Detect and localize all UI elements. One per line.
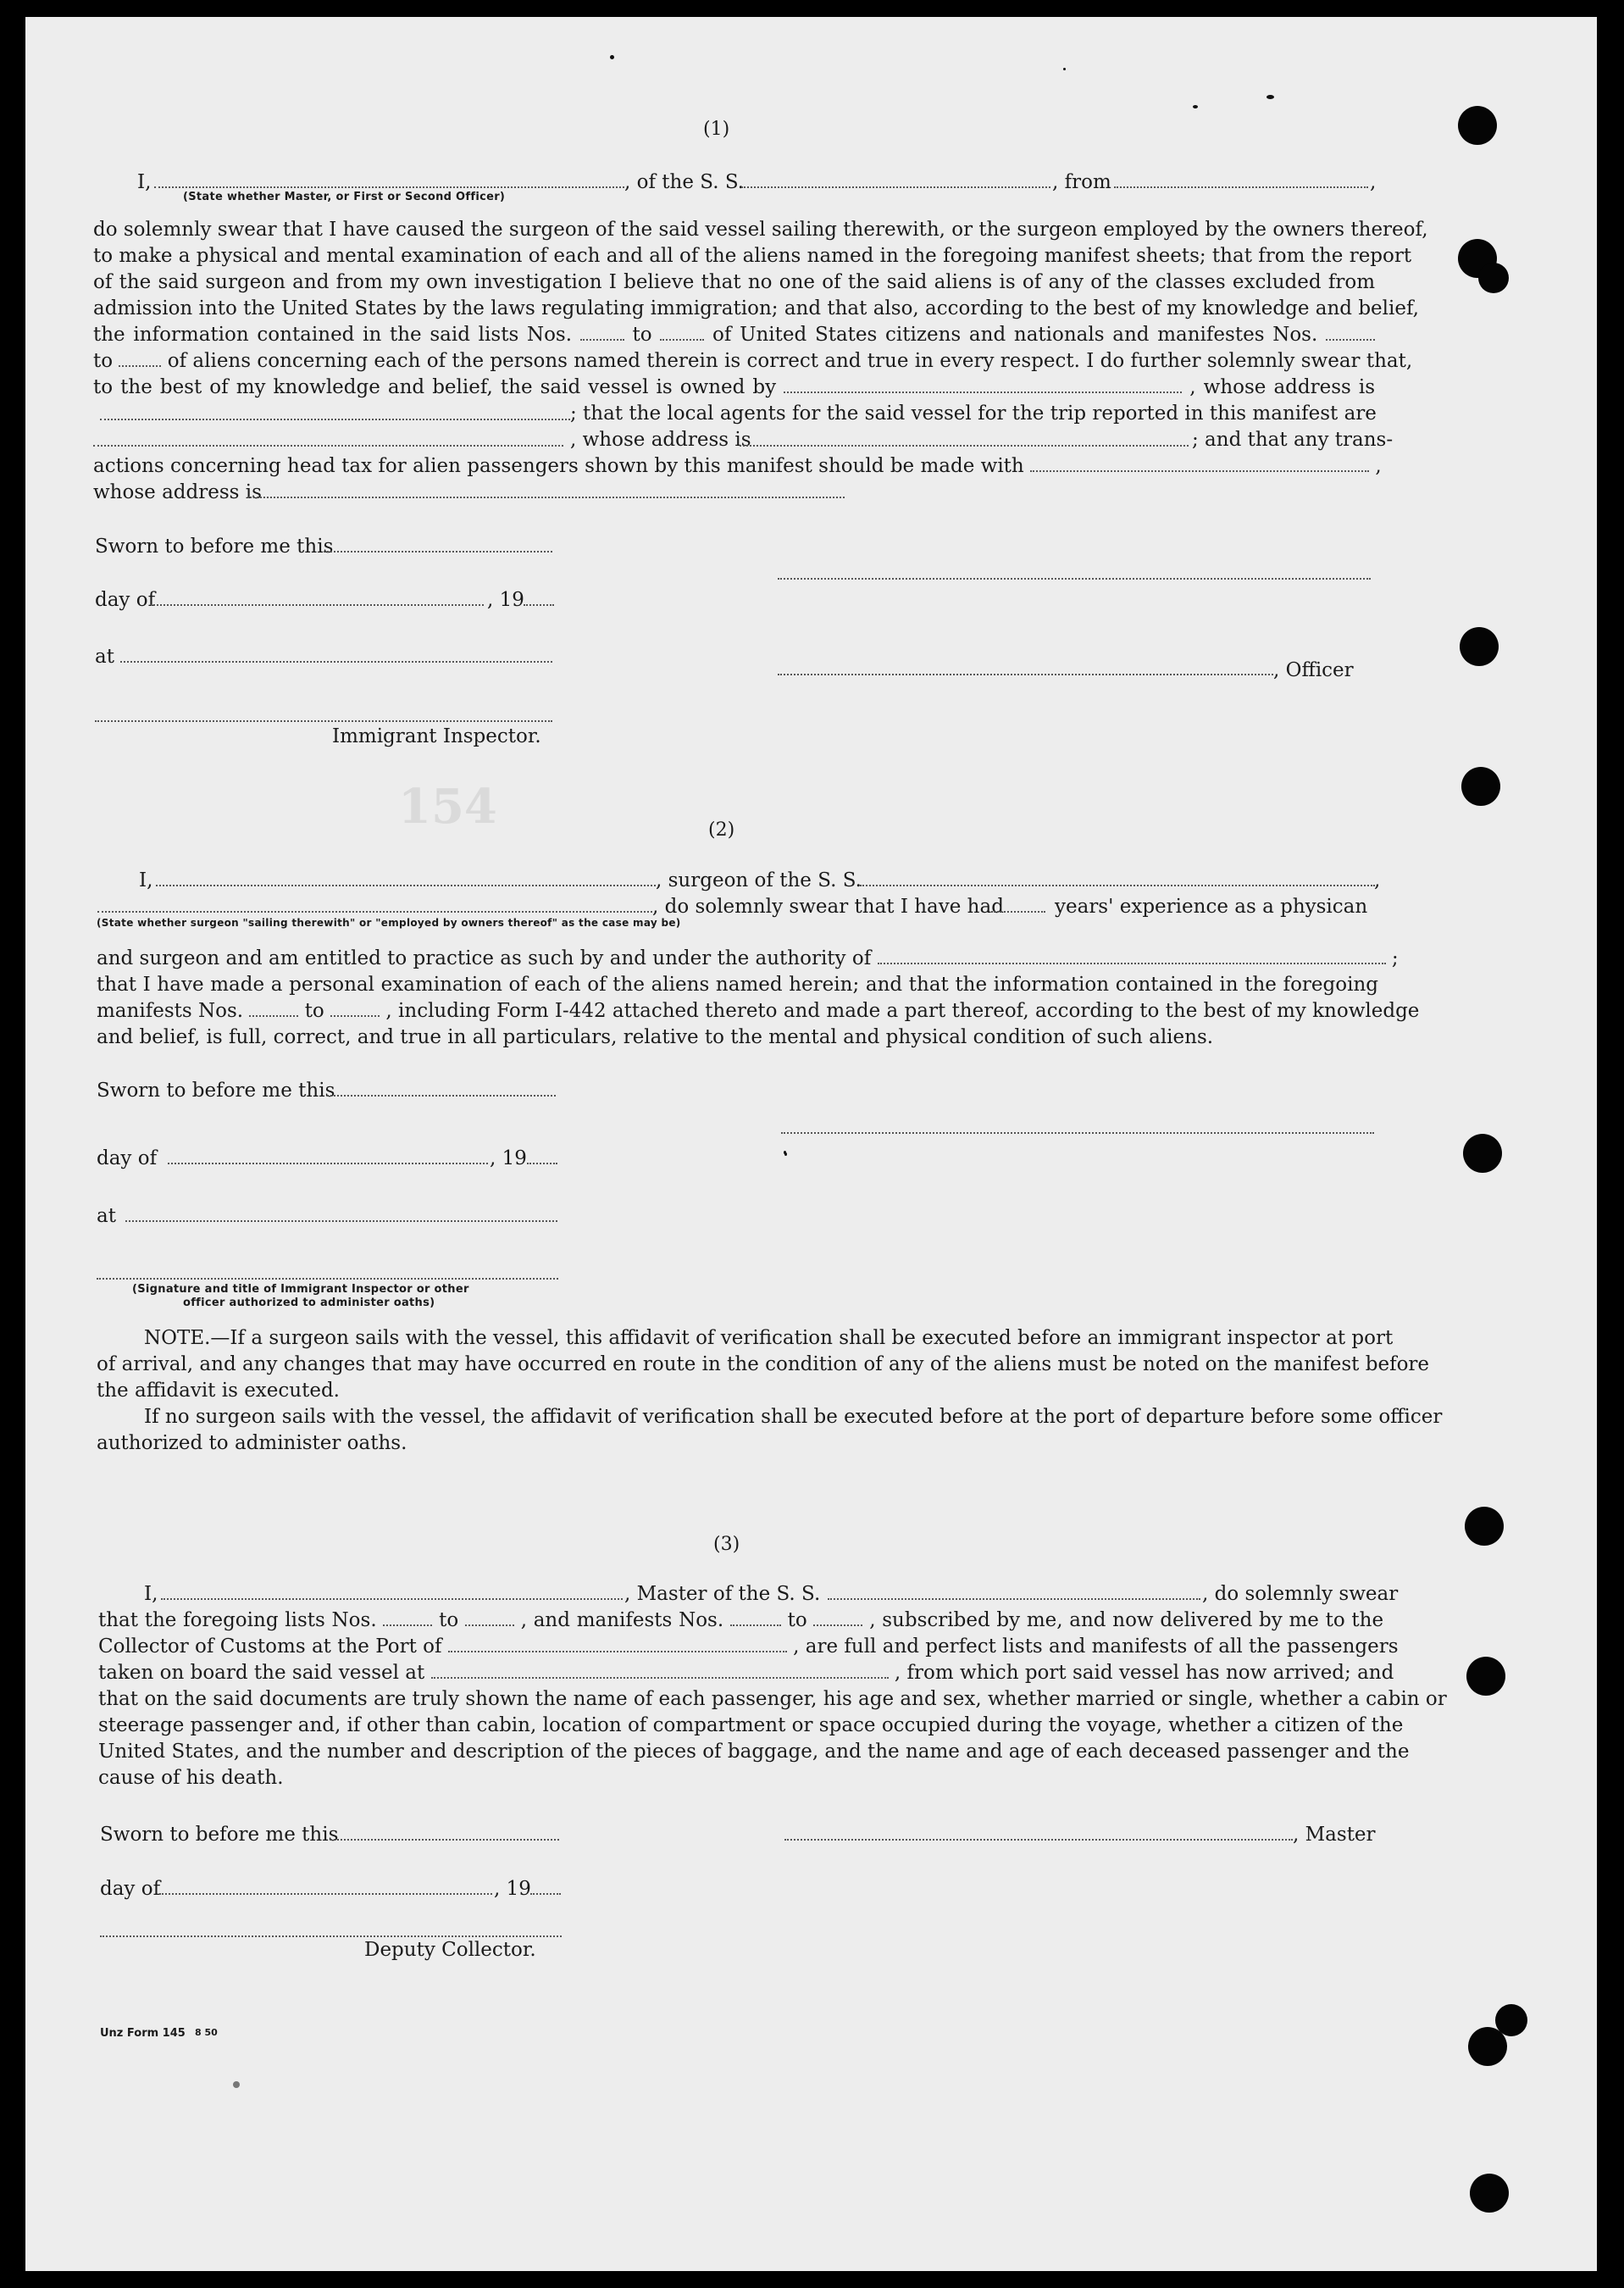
- surgeon-name-field[interactable]: [156, 885, 656, 886]
- paragraph-line: cause of his death.: [98, 1767, 284, 1789]
- text: taken on board the said vessel at: [98, 1662, 425, 1684]
- collector-label: Deputy Collector.: [364, 1939, 536, 1961]
- head-tax-address-field[interactable]: [247, 497, 845, 498]
- text: to: [632, 324, 652, 346]
- text: ;: [1391, 947, 1399, 969]
- signature-hint: (Signature and title of Immigrant Inspector or other: [132, 1283, 469, 1296]
- speck: [1266, 95, 1274, 99]
- paragraph-line: [97, 946, 1399, 972]
- text: , do solemnly swear that I have had: [652, 896, 1004, 918]
- master-vessel-field[interactable]: [828, 1598, 1200, 1600]
- punch-hole: [1468, 2027, 1507, 2066]
- punch-hole: [1458, 106, 1497, 145]
- list-to-field[interactable]: [465, 1609, 514, 1626]
- day-of-label: day of: [97, 1147, 158, 1169]
- at-label: at: [95, 646, 114, 668]
- master-name-field[interactable]: [161, 1598, 623, 1600]
- paragraph-line: that I have made a personal examination of each of the aliens named herein; and that the information contained in the foregoing: [97, 974, 1378, 996]
- punch-hole: [1470, 2174, 1509, 2213]
- speck: [1193, 105, 1198, 108]
- paragraph-line: [93, 453, 1382, 480]
- year-label: , 19: [494, 1878, 531, 1900]
- paragraph-line: that on the said documents are truly shown the name of each passenger, his age and sex, whether married or single, whether a cabin or: [98, 1688, 1447, 1710]
- day-of-field[interactable]: [151, 604, 484, 606]
- list-from-field[interactable]: [383, 1609, 432, 1626]
- text: to the best of my knowledge and belief, the said vessel is owned by: [93, 376, 777, 398]
- owner-field[interactable]: [784, 376, 1182, 393]
- text: ,: [1375, 455, 1382, 477]
- sworn-date-field[interactable]: [324, 551, 552, 553]
- year-field[interactable]: [530, 1893, 561, 1895]
- note-line: the affidavit is executed.: [97, 1380, 340, 1402]
- paragraph-line: [93, 322, 1375, 348]
- paragraph-line: [98, 1608, 1383, 1634]
- paragraph-line: [93, 375, 1375, 401]
- text: , subscribed by me, and now delivered by me to the: [869, 1609, 1384, 1631]
- inspector-signature-line[interactable]: [97, 1278, 558, 1280]
- form-number: Unz Form 145: [100, 2027, 186, 2040]
- text: years' experience as a physican: [1055, 896, 1368, 918]
- text: the information contained in the said lists Nos.: [93, 324, 573, 346]
- label-i: I,: [139, 869, 153, 891]
- at-field[interactable]: [120, 661, 552, 663]
- section-number: (2): [708, 819, 735, 841]
- paragraph-line: and belief, is full, correct, and true in all particulars, relative to the mental and physical condition of such aliens.: [97, 1026, 1214, 1048]
- officer-label: , Officer: [1273, 659, 1354, 681]
- inspector-label: Immigrant Inspector.: [332, 725, 541, 747]
- master-signature-line[interactable]: [784, 1839, 1293, 1841]
- sworn-label: Sworn to before me this: [95, 536, 334, 558]
- note-line: of arrival, and any changes that may have occurred en route in the condition of any of the aliens must be noted on the manifest before: [97, 1353, 1430, 1375]
- paragraph-line: [98, 1660, 1394, 1686]
- speck: [784, 1151, 786, 1154]
- label-of-ss: , of the S. S.: [624, 171, 745, 193]
- sworn-label: Sworn to before me this: [100, 1824, 339, 1846]
- list-from-field[interactable]: [580, 324, 624, 341]
- year-label: , 19: [490, 1147, 527, 1169]
- punch-hole: [1461, 767, 1500, 806]
- owner-address-field[interactable]: [100, 419, 570, 420]
- note-line: NOTE.—If a surgeon sails with the vessel, this affidavit of verification shall be executed before an immigrant inspector at port: [144, 1327, 1394, 1349]
- manifest-to-field[interactable]: [330, 1000, 380, 1017]
- speck: [233, 2081, 240, 2088]
- signature-hint: officer authorized to administer oaths): [183, 1297, 435, 1309]
- paragraph-line: steerage passenger and, if other than cabin, location of compartment or space occupied during the voyage, whether a citizen of the: [98, 1714, 1404, 1736]
- year-field[interactable]: [524, 604, 554, 606]
- text: , whose address is: [1189, 376, 1376, 398]
- text: manifests Nos.: [97, 1000, 244, 1022]
- sworn-date-field[interactable]: [330, 1839, 559, 1841]
- list-to-field[interactable]: [660, 324, 704, 341]
- text: and surgeon and am entitled to practice as such by and under the authority of: [97, 947, 872, 969]
- punch-hole: [1466, 1657, 1505, 1696]
- text: , and manifests Nos.: [520, 1609, 724, 1631]
- punch-hole: [1463, 1134, 1502, 1173]
- text: , surgeon of the S. S.: [656, 869, 862, 891]
- vessel-name-field[interactable]: [741, 186, 1050, 188]
- punch-hole: [1465, 1507, 1504, 1546]
- text: that the foregoing lists Nos.: [98, 1609, 377, 1631]
- officer-hint: (State whether Master, or First or Second Officer): [183, 191, 506, 203]
- text: whose address is: [93, 481, 262, 503]
- text: to: [93, 350, 114, 372]
- label-i: I,: [137, 171, 152, 193]
- sworn-label: Sworn to before me this: [97, 1080, 335, 1102]
- year-label: , 19: [487, 589, 524, 611]
- text: , whose address is: [570, 429, 751, 451]
- label-from: , from: [1052, 171, 1111, 193]
- manifest-from-field[interactable]: [1326, 324, 1375, 341]
- text: , including Form I-442 attached thereto and made a part thereof, according to the best of my knowledge: [385, 1000, 1420, 1022]
- note-line: authorized to administer oaths.: [97, 1432, 407, 1454]
- inspector-signature-line[interactable]: [95, 720, 552, 722]
- year-field[interactable]: [527, 1163, 557, 1164]
- ghost-stamp: 154: [398, 779, 497, 835]
- agents-field[interactable]: [93, 445, 563, 447]
- departure-port-field[interactable]: [1114, 186, 1368, 188]
- head-tax-agent-field[interactable]: [1030, 455, 1369, 472]
- surgeon-signature-line[interactable]: [781, 1132, 1374, 1134]
- form-date: 8 50: [195, 2027, 218, 2038]
- surgeon-vessel-field[interactable]: [860, 885, 1375, 886]
- years-experience-field[interactable]: [991, 911, 1045, 913]
- text: of aliens concerning each of the persons named therein is correct and true in every respect. I do further solemnly swear that,: [167, 350, 1413, 372]
- boarding-port-field[interactable]: [431, 1662, 889, 1679]
- note-line: If no surgeon sails with the vessel, the affidavit of verification shall be executed before at the port of departure before some officer: [144, 1406, 1443, 1428]
- authority-field[interactable]: [878, 947, 1386, 964]
- text: to: [304, 1000, 324, 1022]
- paragraph-line: United States, and the number and description of the pieces of baggage, and the name and age of each deceased passenger and the: [98, 1741, 1410, 1763]
- at-field[interactable]: [125, 1220, 557, 1222]
- text: , are full and perfect lists and manifests of all the passengers: [793, 1635, 1399, 1658]
- text: to: [439, 1609, 459, 1631]
- paragraph-line: [97, 998, 1420, 1025]
- paragraph-line: [93, 348, 1413, 375]
- section-number: (1): [703, 119, 730, 140]
- text: actions concerning head tax for alien passengers shown by this manifest should be made with: [93, 455, 1024, 477]
- at-label: at: [97, 1205, 116, 1227]
- officer-signature-line[interactable]: [778, 578, 1371, 580]
- paragraph-line: admission into the United States by the laws regulating immigration; and that also, according to the best of my knowledge and belief,: [93, 297, 1419, 319]
- speck: [1063, 68, 1066, 70]
- text: , Master of the S. S.: [624, 1583, 821, 1605]
- surgeon-type-field[interactable]: [97, 911, 652, 913]
- text: of United States citizens and nationals and manifestes Nos.: [712, 324, 1318, 346]
- paragraph-line: of the said surgeon and from my own investigation I believe that no one of the said aliens is of any of the classes excluded from: [93, 271, 1375, 293]
- text: ; and that any trans-: [1192, 429, 1394, 451]
- text: , do solemnly swear: [1202, 1583, 1399, 1605]
- day-of-field[interactable]: [168, 1163, 488, 1164]
- section-number: (3): [713, 1534, 740, 1555]
- manifest-from-field[interactable]: [249, 1000, 298, 1017]
- agents-address-field[interactable]: [740, 445, 1189, 447]
- master-label: , Master: [1293, 1824, 1376, 1846]
- surgeon-hint: (State whether surgeon "sailing therewith" or "employed by owners thereof" as the case may be): [97, 917, 681, 929]
- comma: ,: [1370, 171, 1377, 193]
- officer-title-line[interactable]: [778, 674, 1273, 675]
- day-of-label: day of: [100, 1878, 161, 1900]
- day-of-field[interactable]: [159, 1893, 492, 1895]
- officer-name-field[interactable]: [154, 186, 624, 188]
- speck: [610, 55, 614, 59]
- manifest-to-field[interactable]: [119, 350, 161, 367]
- manifest-from-field[interactable]: [730, 1609, 781, 1626]
- paragraph-line: [98, 1634, 1399, 1660]
- punch-hole: [1478, 263, 1509, 293]
- text: , from which port said vessel has now arrived; and: [894, 1662, 1394, 1684]
- text: Collector of Customs at the Port of: [98, 1635, 442, 1658]
- form-page: [25, 17, 1597, 2271]
- text: to: [787, 1609, 807, 1631]
- label-i: I,: [144, 1583, 158, 1605]
- punch-hole: [1460, 627, 1499, 666]
- manifest-to-field[interactable]: [813, 1609, 862, 1626]
- comma: ,: [1374, 869, 1381, 891]
- sworn-date-field[interactable]: [327, 1095, 556, 1097]
- paragraph-line: to make a physical and mental examination of each and all of the aliens named in the foregoing manifest sheets; that from the report: [93, 245, 1412, 267]
- paragraph-line: do solemnly swear that I have caused the surgeon of the said vessel sailing therewith, or the surgeon employed by the owners thereof,: [93, 219, 1428, 241]
- day-of-label: day of: [95, 589, 156, 611]
- paragraph-line: ; that the local agents for the said vessel for the trip reported in this manifest are: [570, 403, 1377, 425]
- port-field[interactable]: [448, 1635, 787, 1652]
